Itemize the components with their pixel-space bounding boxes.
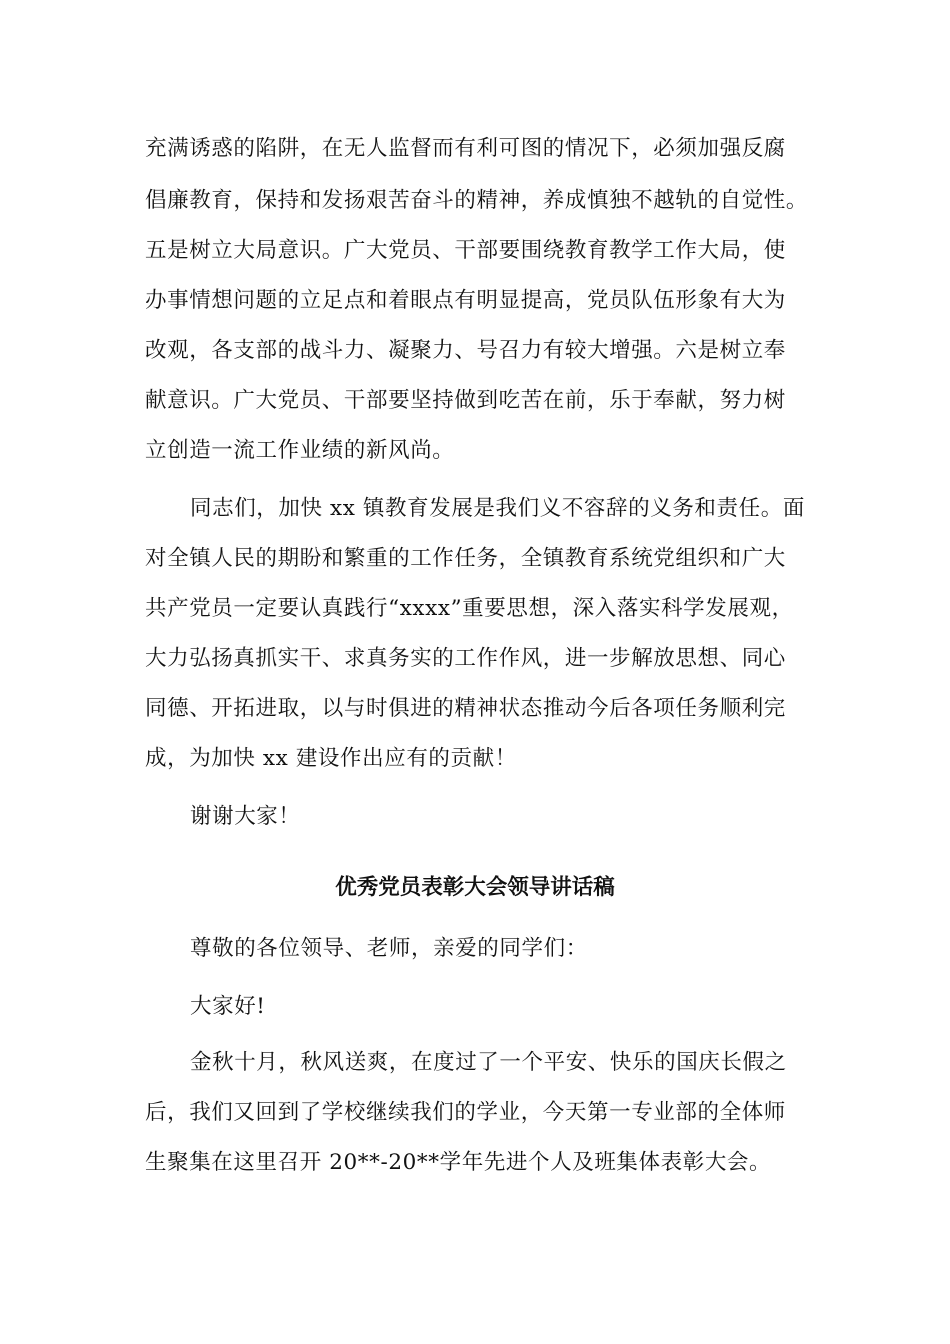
closing-thanks: 谢谢大家！ — [190, 804, 301, 829]
paragraph-line: 成，为加快 xx 建设作出应有的贡献！ — [145, 746, 517, 771]
paragraph-line: 生聚集在这里召开 20**-20**学年先进个人及班集体表彰大会。 — [145, 1150, 772, 1175]
paragraph-line: 后，我们又回到了学校继续我们的学业，今天第一专业部的全体师 — [145, 1100, 786, 1125]
paragraph-line: 充满诱惑的陷阱，在无人监督而有利可图的情况下，必须加强反腐 — [145, 136, 786, 161]
paragraph-line: 五是树立大局意识。广大党员、干部要围绕教育教学工作大局，使 — [145, 238, 786, 263]
paragraph-line: 同志们，加快 xx 镇教育发展是我们义不容辞的义务和责任。面 — [190, 496, 805, 521]
speech-greeting: 大家好! — [190, 994, 266, 1019]
paragraph-line: 改观，各支部的战斗力、凝聚力、号召力有较大增强。六是树立奉 — [145, 338, 786, 363]
paragraph-line: 对全镇人民的期盼和繁重的工作任务，全镇教育系统党组织和广大 — [145, 546, 786, 571]
paragraph-line: 同德、开拓进取，以与时俱进的精神状态推动今后各项任务顺利完 — [145, 696, 786, 721]
paragraph-line: 共产党员一定要认真践行“xxxx”重要思想，深入落实科学发展观， — [145, 596, 794, 621]
paragraph-line: 立创造一流工作业绩的新风尚。 — [145, 438, 455, 463]
speech-salutation: 尊敬的各位领导、老师，亲爱的同学们： — [190, 936, 588, 961]
paragraph-line: 办事情想问题的立足点和着眼点有明显提高，党员队伍形象有大为 — [145, 288, 786, 313]
speech-title: 优秀党员表彰大会领导讲话稿 — [335, 875, 615, 900]
paragraph-line: 金秋十月，秋风送爽，在度过了一个平安、快乐的国庆长假之 — [190, 1050, 787, 1075]
paragraph-line: 倡廉教育，保持和发扬艰苦奋斗的精神，养成慎独不越轨的自觉性。 — [145, 188, 809, 213]
paragraph-line: 献意识。广大党员、干部要坚持做到吃苦在前，乐于奉献，努力树 — [145, 388, 786, 413]
paragraph-line: 大力弘扬真抓实干、求真务实的工作作风，进一步解放思想、同心 — [145, 646, 786, 671]
